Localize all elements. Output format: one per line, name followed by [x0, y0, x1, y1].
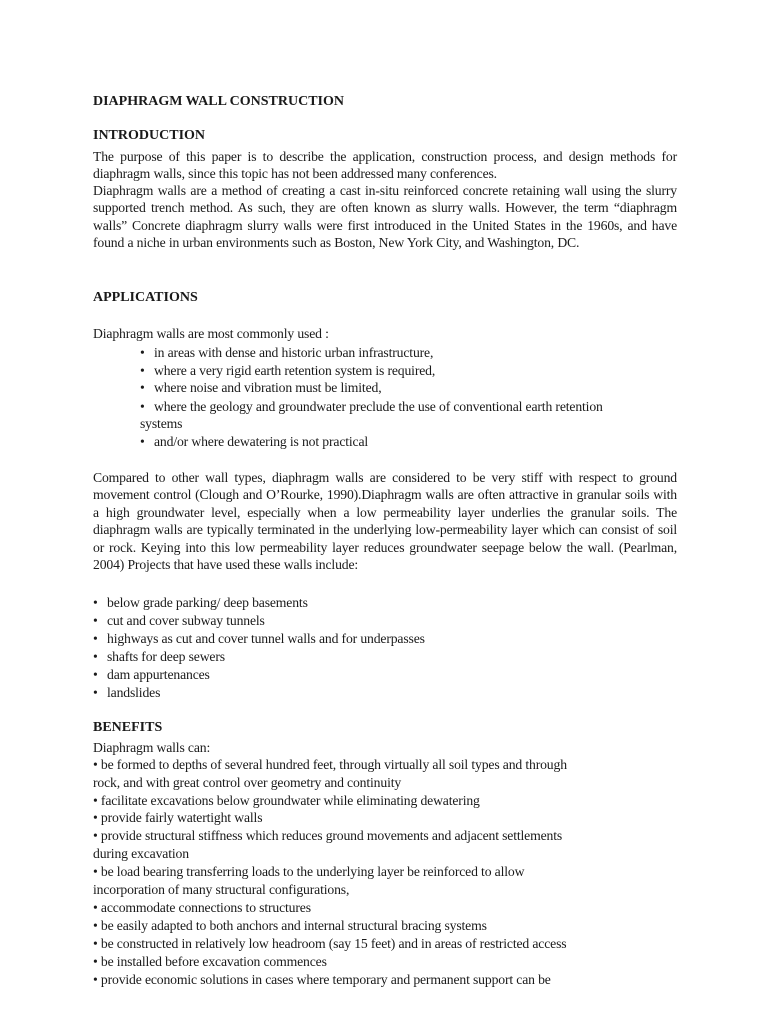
application-item: • where the geology and groundwater preclude the use of conventional earth retention [140, 399, 603, 414]
benefit-line: • accommodate connections to structures [93, 900, 311, 915]
application-item: • where a very rigid earth retention system is required, [140, 363, 436, 378]
bullet-icon: • [140, 363, 145, 378]
bullet-icon: • [93, 613, 98, 628]
project-item: • shafts for deep sewers [93, 649, 225, 664]
project-item: • landslides [93, 685, 161, 700]
benefit-line: • provide economic solutions in cases where temporary and permanent support can be [93, 972, 551, 987]
benefit-line: • facilitate excavations below groundwater while eliminating dewatering [93, 793, 480, 808]
benefit-line: incorporation of many structural configurations, [93, 882, 350, 897]
project-item: • cut and cover subway tunnels [93, 613, 265, 628]
benefit-line: • be installed before excavation commences [93, 954, 327, 969]
benefit-line: • be formed to depths of several hundred feet, through virtually all soil types and through [93, 757, 567, 772]
bullet-icon: • [93, 595, 98, 610]
introduction-heading: INTRODUCTION [93, 128, 206, 143]
project-item: • below grade parking/ deep basements [93, 595, 308, 610]
application-item: • in areas with dense and historic urban infrastructure, [140, 345, 434, 360]
benefit-line: during excavation [93, 846, 189, 861]
applications-lead: Diaphragm walls are most commonly used : [93, 326, 329, 341]
project-item: • highways as cut and cover tunnel walls and for underpasses [93, 631, 425, 646]
introduction-paragraph-1: The purpose of this paper is to describe the application, construction process, and design methods for diaphragm walls, since this topic has not been addressed many conferences. [93, 149, 677, 182]
application-item: • and/or where dewatering is not practical [140, 434, 369, 449]
introduction-paragraph-2: Diaphragm walls are a method of creating a cast in-situ reinforced concrete retaining wall using the slurry supported trench method. As such, they are often known as slurry walls. However, the term “diaphragm walls” Concrete diaphragm slurry walls were first introduced in the United States in the 1960s, and have found a niche in urban environments such as Boston, New York City, and Washington, DC. [93, 183, 677, 251]
application-item: • where noise and vibration must be limited, [140, 380, 382, 395]
bullet-icon: • [93, 667, 98, 682]
benefit-line: • provide structural stiffness which reduces ground movements and adjacent settlements [93, 828, 563, 843]
project-item: • dam appurtenances [93, 667, 210, 682]
bullet-icon: • [140, 380, 145, 395]
benefits-heading: BENEFITS [93, 720, 163, 735]
benefit-line: • be load bearing transferring loads to the underlying layer be reinforced to allow [93, 864, 525, 879]
comparison-paragraph: Compared to other wall types, diaphragm walls are considered to be very stiff with respect to ground movement control (Clough and O’Rourke, 1990).Diaphragm walls are often attractive in granular soils with a high groundwater level, especially when a low permeability layer underlies the granular soils. The diaphragm walls are typically terminated in the underlying low-permeability layer which can consist of soil or rock. Keying into this low permeability layer reduces groundwater seepage below the wall. (Pearlman, 2004) Projects that have used these walls include: [93, 470, 677, 573]
bullet-icon: • [140, 434, 145, 449]
benefit-line: rock, and with great control over geometry and continuity [93, 775, 402, 790]
bullet-icon: • [93, 631, 98, 646]
bullet-icon: • [93, 685, 98, 700]
document-title: DIAPHRAGM WALL CONSTRUCTION [93, 94, 344, 109]
application-item-continuation: systems [140, 416, 183, 431]
benefit-line: • be constructed in relatively low headroom (say 15 feet) and in areas of restricted access [93, 936, 567, 951]
benefit-line: • provide fairly watertight walls [93, 810, 263, 825]
bullet-icon: • [140, 345, 145, 360]
bullet-icon: • [93, 649, 98, 664]
benefits-lead: Diaphragm walls can: [93, 740, 211, 755]
applications-heading: APPLICATIONS [93, 290, 198, 305]
benefit-line: • be easily adapted to both anchors and internal structural bracing systems [93, 918, 487, 933]
bullet-icon: • [140, 399, 145, 414]
